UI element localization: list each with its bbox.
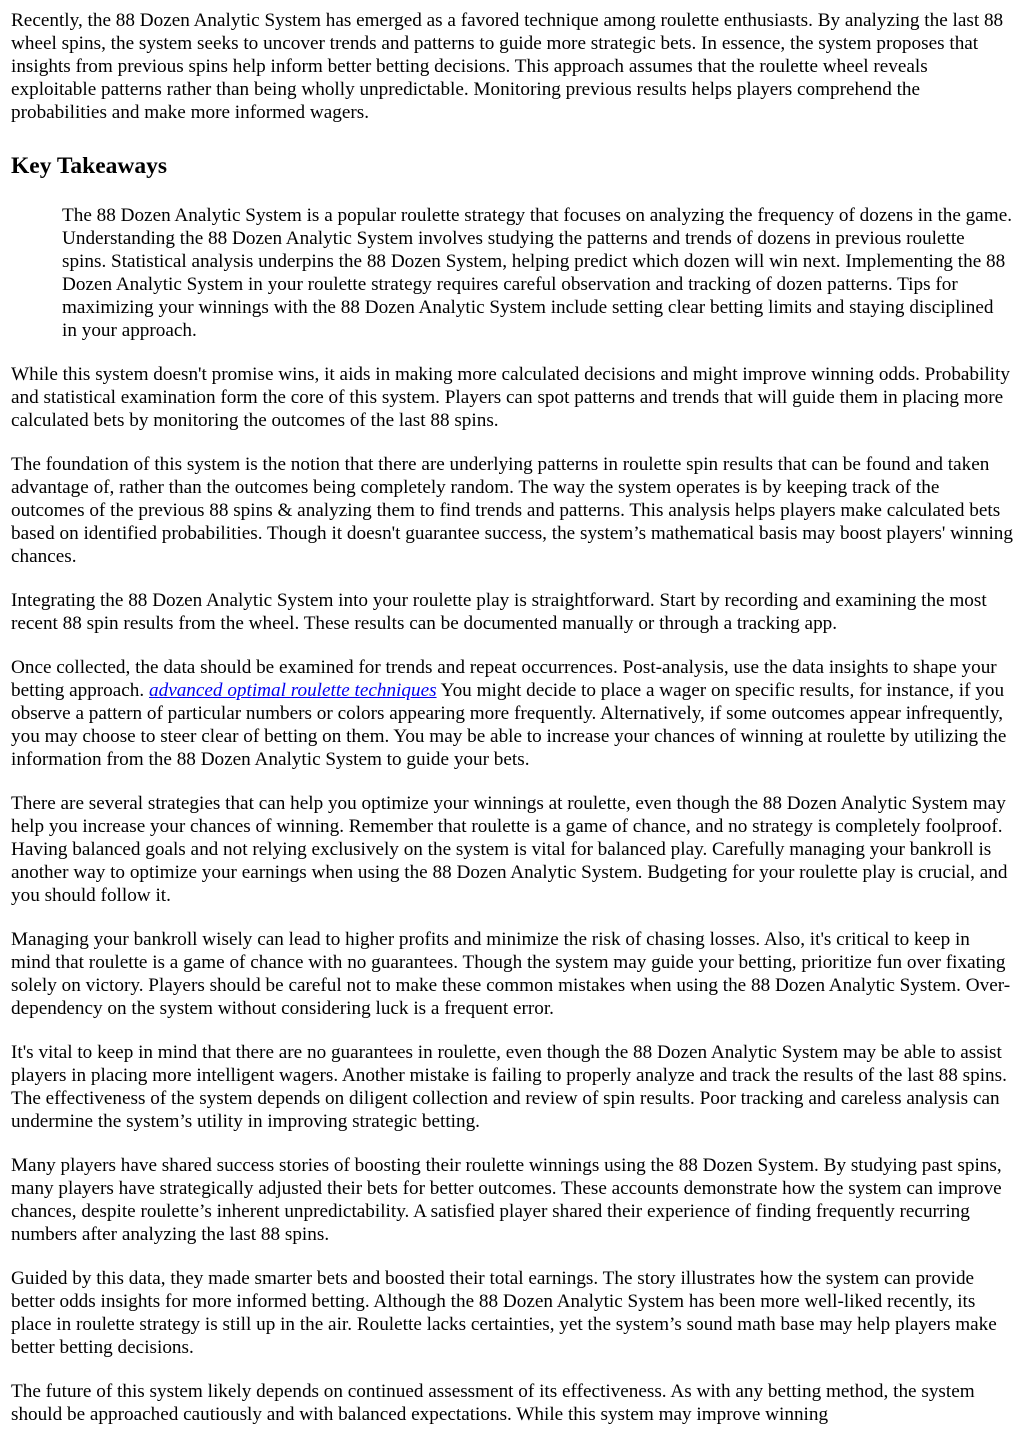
intro-paragraph: Recently, the 88 Dozen Analytic System has emerged as a favored technique among roulette enthusiasts. By analyzing the last 88 wheel spins, the system seeks to uncover trends and patterns to guide more strategic bets. In essence, the system proposes that insights from previous spins help inform better betting decisions. This approach assumes that the roulette wheel reveals exploitable patterns rather than being wholly unpredictable. Monitoring previous results helps players comprehend the probabilities and make more informed wagers. (11, 10, 1004, 123)
body-paragraph-4 (11, 656, 1013, 771)
body-paragraph-8: Many players have shared success stories of boosting their roulette winnings using the 88 Dozen System. By studying past spins, many players have strategically adjusted their bets for better outcomes. These accounts demonstrate how the system can improve chances, despite roulette’s inherent unpredictability. A satisfied player shared their experience of finding frequently recurring numbers after analyzing the last 88 spins. (11, 1155, 1002, 1245)
body-paragraph-10: The future of this system likely depends on continued assessment of its effectiveness. As with any betting method, the system should be approached cautiously and with balanced expectations. While this system may improve winning (11, 1381, 975, 1425)
body-paragraph-2: The foundation of this system is the notion that there are underlying patterns in roulette spin results that can be found and taken advantage of, rather than the outcomes being completely random. The way the system operates is by keeping track of the outcomes of the previous 88 spins & analyzing them to find trends and patterns. This analysis helps players make calculated bets based on identified probabilities. Though it doesn't guarantee success, the system’s mathematical basis may boost players' winning chances. (11, 454, 1013, 567)
body-paragraph-9: Guided by this data, they made smarter bets and boosted their total earnings. The story illustrates how the system can provide better odds insights for more informed betting. Although the 88 Dozen Analytic System has been more well-liked recently, its place in roulette strategy is still up in the air. Roulette lacks certainties, yet the system’s sound math base may help players make better betting decisions. (11, 1268, 997, 1358)
body-paragraph-7: It's vital to keep in mind that there are no guarantees in roulette, even though the 88 Dozen Analytic System may be able to assist players in placing more intelligent wagers. Another mistake is failing to properly analyze and track the results of the last 88 spins. The effectiveness of the system depends on diligent collection and review of spin results. Poor tracking and careless analysis can undermine the system’s utility in improving strategic betting. (11, 1042, 1007, 1132)
body-paragraph-5: There are several strategies that can help you optimize your winnings at roulette, even though the 88 Dozen Analytic System may help you increase your chances of winning. Remember that roulette is a game of chance, and no strategy is completely foolproof. Having balanced goals and not relying exclusively on the system is vital for balanced play. Carefully managing your bankroll is another way to optimize your earnings when using the 88 Dozen Analytic System. Budgeting for your roulette play is crucial, and you should follow it. (11, 793, 1008, 906)
key-takeaways-blockquote: The 88 Dozen Analytic System is a popular roulette strategy that focuses on analyzing the frequency of dozens in the game. Understanding the 88 Dozen Analytic System involves studying the patterns and trends of dozens in previous roulette spins. Statistical analysis underpins the 88 Dozen System, helping predict which dozen will win next. Implementing the 88 Dozen Analytic System in your roulette strategy requires careful observation and tracking of dozen patterns. Tips for maximizing your winnings with the 88 Dozen Analytic System include setting clear betting limits and staying disciplined in your approach. (62, 205, 1013, 341)
body-paragraph-3: Integrating the 88 Dozen Analytic System into your roulette play is straightforward. Start by recording and examining the most recent 88 spin results from the wheel. These results can be documented manually or through a tracking app. (11, 590, 987, 634)
roulette-techniques-link[interactable]: advanced optimal roulette techniques (149, 680, 437, 701)
paragraph-4-trailing-text: You might decide to place a wager on specific results, for instance, if you observe a pattern of particular numbers or colors appearing more frequently. Alternatively, if some outcomes appear infrequently, you may choose to steer clear of betting on them. You may be able to increase your chances of winning at roulette by utilizing the information from the 88 Dozen Analytic System to guide your bets. (11, 680, 1007, 770)
body-paragraph-6: Managing your bankroll wisely can lead to higher profits and minimize the risk of chasing losses. Also, it's critical to keep in mind that roulette is a game of chance with no guarantees. Though the system may guide your betting, prioritize fun over fixating solely on victory. Players should be careful not to make these common mistakes when using the 88 Dozen Analytic System. Over-dependency on the system without considering luck is a frequent error. (11, 929, 1011, 1019)
key-takeaways-heading: Key Takeaways (11, 153, 168, 179)
body-paragraph-1: While this system doesn't promise wins, it aids in making more calculated decisions and might improve winning odds. Probability and statistical examination form the core of this system. Players can spot patterns and trends that will guide them in placing more calculated bets by monitoring the outcomes of the last 88 spins. (11, 364, 1010, 431)
paragraph-4-lead-text: Once collected, the data should be examined for trends and repeat occurrences. Post-analysis, use the data insights to shape your betting approach. (11, 657, 997, 701)
